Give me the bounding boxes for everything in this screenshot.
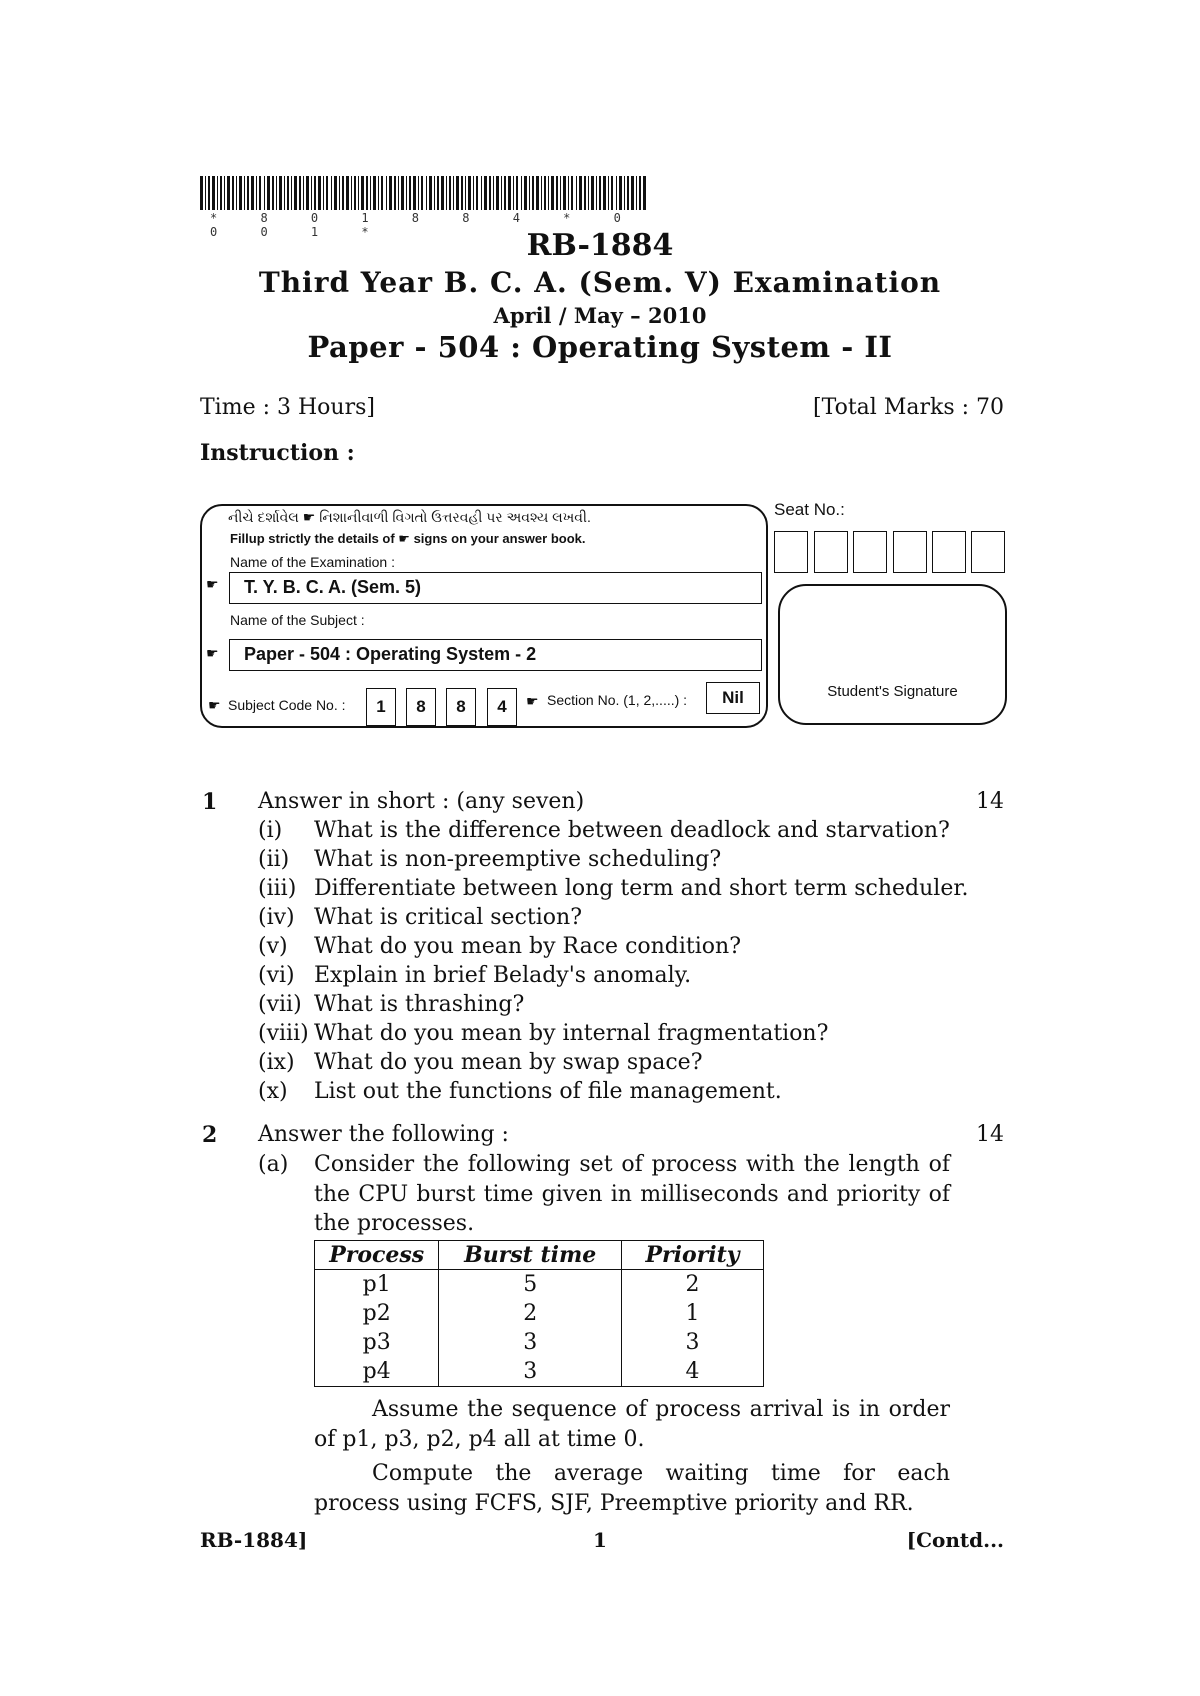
time-duration: Time : 3 Hours] bbox=[200, 395, 375, 420]
sub-question-label: (iii) bbox=[258, 876, 297, 901]
fillup-instruction: Fillup strictly the details of ☛ signs on your answer book. bbox=[230, 531, 586, 546]
table-cell: 3 bbox=[439, 1357, 622, 1387]
question-marks: 14 bbox=[976, 789, 1004, 814]
footer-paper-code: RB-1884] bbox=[200, 1528, 308, 1552]
seat-number-box bbox=[971, 531, 1005, 573]
sub-question-label: (v) bbox=[258, 934, 288, 959]
sub-question-text: Explain in brief Belady's anomaly. bbox=[314, 963, 692, 988]
sub-question-text: What is thrashing? bbox=[314, 992, 525, 1017]
pointing-hand-icon: ☛ bbox=[208, 697, 221, 713]
compute-paragraph: Compute the average waiting time for each process using FCFS, SJF, Preemptive priority and RR. bbox=[314, 1461, 950, 1516]
subject-name-field: Paper - 504 : Operating System - 2 bbox=[229, 639, 762, 671]
table-row bbox=[315, 1357, 764, 1387]
table-cell: p1 bbox=[315, 1270, 439, 1300]
barcode-digits: * 8 0 1 8 8 4 * 0 0 0 1 * bbox=[210, 211, 639, 239]
seat-number-box bbox=[814, 531, 848, 573]
table-header-cell: Process bbox=[315, 1241, 439, 1270]
table-cell: 5 bbox=[439, 1270, 622, 1300]
sub-question-text: List out the functions of file management. bbox=[314, 1079, 782, 1104]
continued-label: [Contd... bbox=[906, 1528, 1004, 1552]
table-row bbox=[315, 1299, 764, 1328]
subject-code-digit: 8 bbox=[406, 688, 436, 726]
seat-number-box bbox=[853, 531, 887, 573]
sub-question-label: (ix) bbox=[258, 1050, 295, 1075]
sub-question-label: (ii) bbox=[258, 847, 290, 872]
question-number: 2 bbox=[202, 1122, 218, 1148]
exam-name-field: T. Y. B. C. A. (Sem. 5) bbox=[229, 572, 762, 604]
sub-question-label: (viii) bbox=[258, 1021, 309, 1046]
sub-question-text: What is critical section? bbox=[314, 905, 582, 930]
subject-code-digit: 8 bbox=[446, 688, 476, 726]
sub-question-label: (vii) bbox=[258, 992, 302, 1017]
table-cell: 1 bbox=[621, 1299, 763, 1328]
table-row bbox=[315, 1328, 764, 1357]
sub-question-label: (i) bbox=[258, 818, 283, 843]
section-value: Nil bbox=[706, 682, 760, 714]
table-cell: p2 bbox=[315, 1299, 439, 1328]
table-cell: p4 bbox=[315, 1357, 439, 1387]
question-heading: Answer in short : (any seven) bbox=[258, 789, 585, 814]
table-cell: 3 bbox=[439, 1328, 622, 1357]
sub-question-text: What do you mean by swap space? bbox=[314, 1050, 703, 1075]
part-a-text: Consider the following set of process with the length of the CPU burst time given in milliseconds and priority of the processes. bbox=[314, 1152, 950, 1236]
sub-question-label: (vi) bbox=[258, 963, 295, 988]
table-cell: p3 bbox=[315, 1328, 439, 1357]
sub-question-label: (iv) bbox=[258, 905, 295, 930]
paper-title: Paper - 504 : Operating System - II bbox=[307, 330, 893, 364]
page-number: 1 bbox=[593, 1528, 607, 1552]
question-number: 1 bbox=[202, 789, 218, 815]
barcode bbox=[200, 176, 646, 210]
exam-session: April / May – 2010 bbox=[493, 303, 707, 328]
pointing-hand-icon: ☛ bbox=[206, 645, 219, 661]
process-table bbox=[314, 1240, 764, 1387]
seat-number-label: Seat No.: bbox=[774, 500, 845, 519]
subject-code-label: Subject Code No. : bbox=[228, 697, 346, 713]
subject-code-digit: 4 bbox=[487, 688, 517, 726]
question-heading: Answer the following : bbox=[258, 1122, 509, 1147]
paper-code: RB-1884 bbox=[526, 228, 674, 263]
seat-number-box bbox=[774, 531, 808, 573]
instruction-label: Instruction : bbox=[200, 440, 355, 466]
table-cell: 2 bbox=[621, 1270, 763, 1300]
question-marks: 14 bbox=[976, 1122, 1004, 1147]
table-header-row bbox=[315, 1241, 764, 1270]
exam-name-label: Name of the Examination : bbox=[230, 554, 395, 570]
sub-question-label: (x) bbox=[258, 1079, 288, 1104]
table-cell: 3 bbox=[621, 1328, 763, 1357]
table-cell: 4 bbox=[621, 1357, 763, 1387]
table-header-cell: Priority bbox=[621, 1241, 763, 1270]
signature-box bbox=[778, 584, 1007, 725]
arrival-order-paragraph: Assume the sequence of process arrival is in order of p1, p3, p2, p4 all at time 0. bbox=[314, 1397, 950, 1452]
exam-title: Third Year B. C. A. (Sem. V) Examination bbox=[258, 266, 942, 299]
section-label: Section No. (1, 2,.....) : bbox=[547, 692, 688, 708]
table-header-cell: Burst time bbox=[439, 1241, 622, 1270]
seat-number-box bbox=[893, 531, 927, 573]
signature-label: Student's Signature bbox=[827, 683, 958, 700]
subject-label: Name of the Subject : bbox=[230, 612, 365, 628]
sub-question-text: Differentiate between long term and short term scheduler. bbox=[314, 876, 969, 901]
pointing-hand-icon: ☛ bbox=[206, 576, 219, 592]
part-label: (a) bbox=[258, 1152, 289, 1177]
gujarati-instruction: નીચે દર્શાવેલ ☛ નિશાનીવાળી વિગતો ઉત્તરવહી પર અવશ્ય લખવી. bbox=[228, 509, 591, 525]
subject-code-digit: 1 bbox=[366, 688, 396, 726]
sub-question-text: What do you mean by Race condition? bbox=[314, 934, 742, 959]
sub-question-text: What is the difference between deadlock and starvation? bbox=[314, 818, 950, 843]
seat-number-box bbox=[932, 531, 966, 573]
pointing-hand-icon: ☛ bbox=[526, 693, 539, 709]
sub-question-text: What do you mean by internal fragmentation? bbox=[314, 1021, 829, 1046]
sub-question-text: What is non-preemptive scheduling? bbox=[314, 847, 722, 872]
total-marks: [Total Marks : 70 bbox=[813, 395, 1004, 420]
table-cell: 2 bbox=[439, 1299, 622, 1328]
table-row bbox=[315, 1270, 764, 1300]
